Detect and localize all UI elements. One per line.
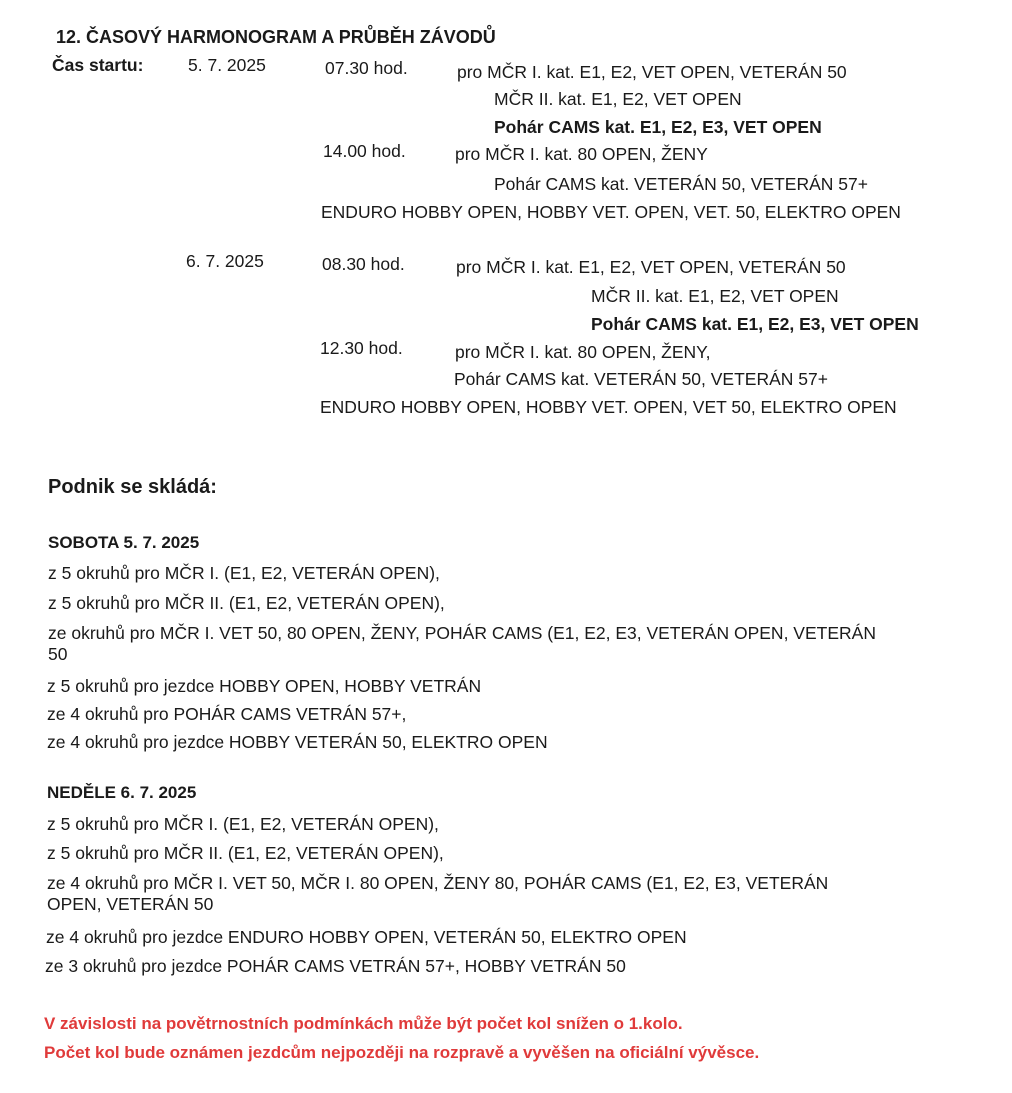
day2-date: 6. 7. 2025 bbox=[186, 251, 264, 271]
day1-session1-line2: MČR II. kat. E1, E2, VET OPEN bbox=[494, 89, 742, 109]
day2-session1-line2: MČR II. kat. E1, E2, VET OPEN bbox=[591, 286, 839, 306]
day1-session2-line3: ENDURO HOBBY OPEN, HOBBY VET. OPEN, VET. 50, ELEKTRO OPEN bbox=[321, 202, 901, 222]
day2-session2-time: 12.30 hod. bbox=[320, 338, 403, 358]
sunday-line: ze 4 okruhů pro MČR I. VET 50, MČR I. 80 OPEN, ŽENY 80, POHÁR CAMS (E1, E2, E3, VETERÁN bbox=[47, 873, 829, 893]
day1-session2-time: 14.00 hod. bbox=[323, 141, 406, 161]
sunday-line: ze 4 okruhů pro jezdce ENDURO HOBBY OPEN, VETERÁN 50, ELEKTRO OPEN bbox=[46, 927, 687, 947]
saturday-line: ze 4 okruhů pro jezdce HOBBY VETERÁN 50, ELEKTRO OPEN bbox=[47, 732, 548, 752]
day2-session1-time: 08.30 hod. bbox=[322, 254, 405, 274]
sunday-line: z 5 okruhů pro MČR II. (E1, E2, VETERÁN OPEN), bbox=[47, 843, 444, 863]
day1-session1-line3: Pohár CAMS kat. E1, E2, E3, VET OPEN bbox=[494, 117, 822, 137]
section-title: 12. ČASOVÝ HARMONOGRAM A PRŮBĚH ZÁVODŮ bbox=[56, 27, 496, 47]
day2-session1-line1: pro MČR I. kat. E1, E2, VET OPEN, VETERÁN 50 bbox=[456, 257, 846, 277]
start-label: Čas startu: bbox=[52, 55, 144, 75]
composition-heading: Podnik se skládá: bbox=[48, 476, 217, 498]
day2-session2-line3: ENDURO HOBBY OPEN, HOBBY VET. OPEN, VET 50, ELEKTRO OPEN bbox=[320, 397, 897, 417]
saturday-line: z 5 okruhů pro MČR II. (E1, E2, VETERÁN OPEN), bbox=[48, 593, 445, 613]
day2-session1-line3: Pohár CAMS kat. E1, E2, E3, VET OPEN bbox=[591, 314, 919, 334]
saturday-line: 50 bbox=[48, 644, 68, 664]
saturday-line: z 5 okruhů pro jezdce HOBBY OPEN, HOBBY VETRÁN bbox=[47, 676, 482, 696]
weather-notice-line1: V závislosti na povětrnostních podmínkách může být počet kol snížen o 1.kolo. bbox=[44, 1014, 683, 1033]
sunday-line: OPEN, VETERÁN 50 bbox=[47, 894, 214, 914]
day2-session2-line1: pro MČR I. kat. 80 OPEN, ŽENY, bbox=[455, 342, 711, 362]
sunday-heading: NEDĚLE 6. 7. 2025 bbox=[47, 783, 197, 802]
sunday-line: ze 3 okruhů pro jezdce POHÁR CAMS VETRÁN 57+, HOBBY VETRÁN 50 bbox=[45, 956, 626, 976]
weather-notice-line2: Počet kol bude oznámen jezdcům nejpozději na rozpravě a vyvěšen na oficiální vývěsce. bbox=[44, 1043, 760, 1062]
day1-session2-line2: Pohár CAMS kat. VETERÁN 50, VETERÁN 57+ bbox=[494, 174, 868, 194]
saturday-line: z 5 okruhů pro MČR I. (E1, E2, VETERÁN OPEN), bbox=[48, 563, 440, 583]
day1-session1-line1: pro MČR I. kat. E1, E2, VET OPEN, VETERÁN 50 bbox=[457, 62, 847, 82]
day1-session2-line1: pro MČR I. kat. 80 OPEN, ŽENY bbox=[455, 144, 708, 164]
saturday-line: ze 4 okruhů pro POHÁR CAMS VETRÁN 57+, bbox=[47, 704, 407, 724]
day1-session1-time: 07.30 hod. bbox=[325, 58, 408, 78]
saturday-heading: SOBOTA 5. 7. 2025 bbox=[48, 533, 200, 552]
day2-session2-line2: Pohár CAMS kat. VETERÁN 50, VETERÁN 57+ bbox=[454, 369, 828, 389]
saturday-line: ze okruhů pro MČR I. VET 50, 80 OPEN, ŽENY, POHÁR CAMS (E1, E2, E3, VETERÁN OPEN, VETERÁN bbox=[48, 623, 876, 643]
day1-date: 5. 7. 2025 bbox=[188, 55, 266, 75]
sunday-line: z 5 okruhů pro MČR I. (E1, E2, VETERÁN OPEN), bbox=[47, 814, 439, 834]
